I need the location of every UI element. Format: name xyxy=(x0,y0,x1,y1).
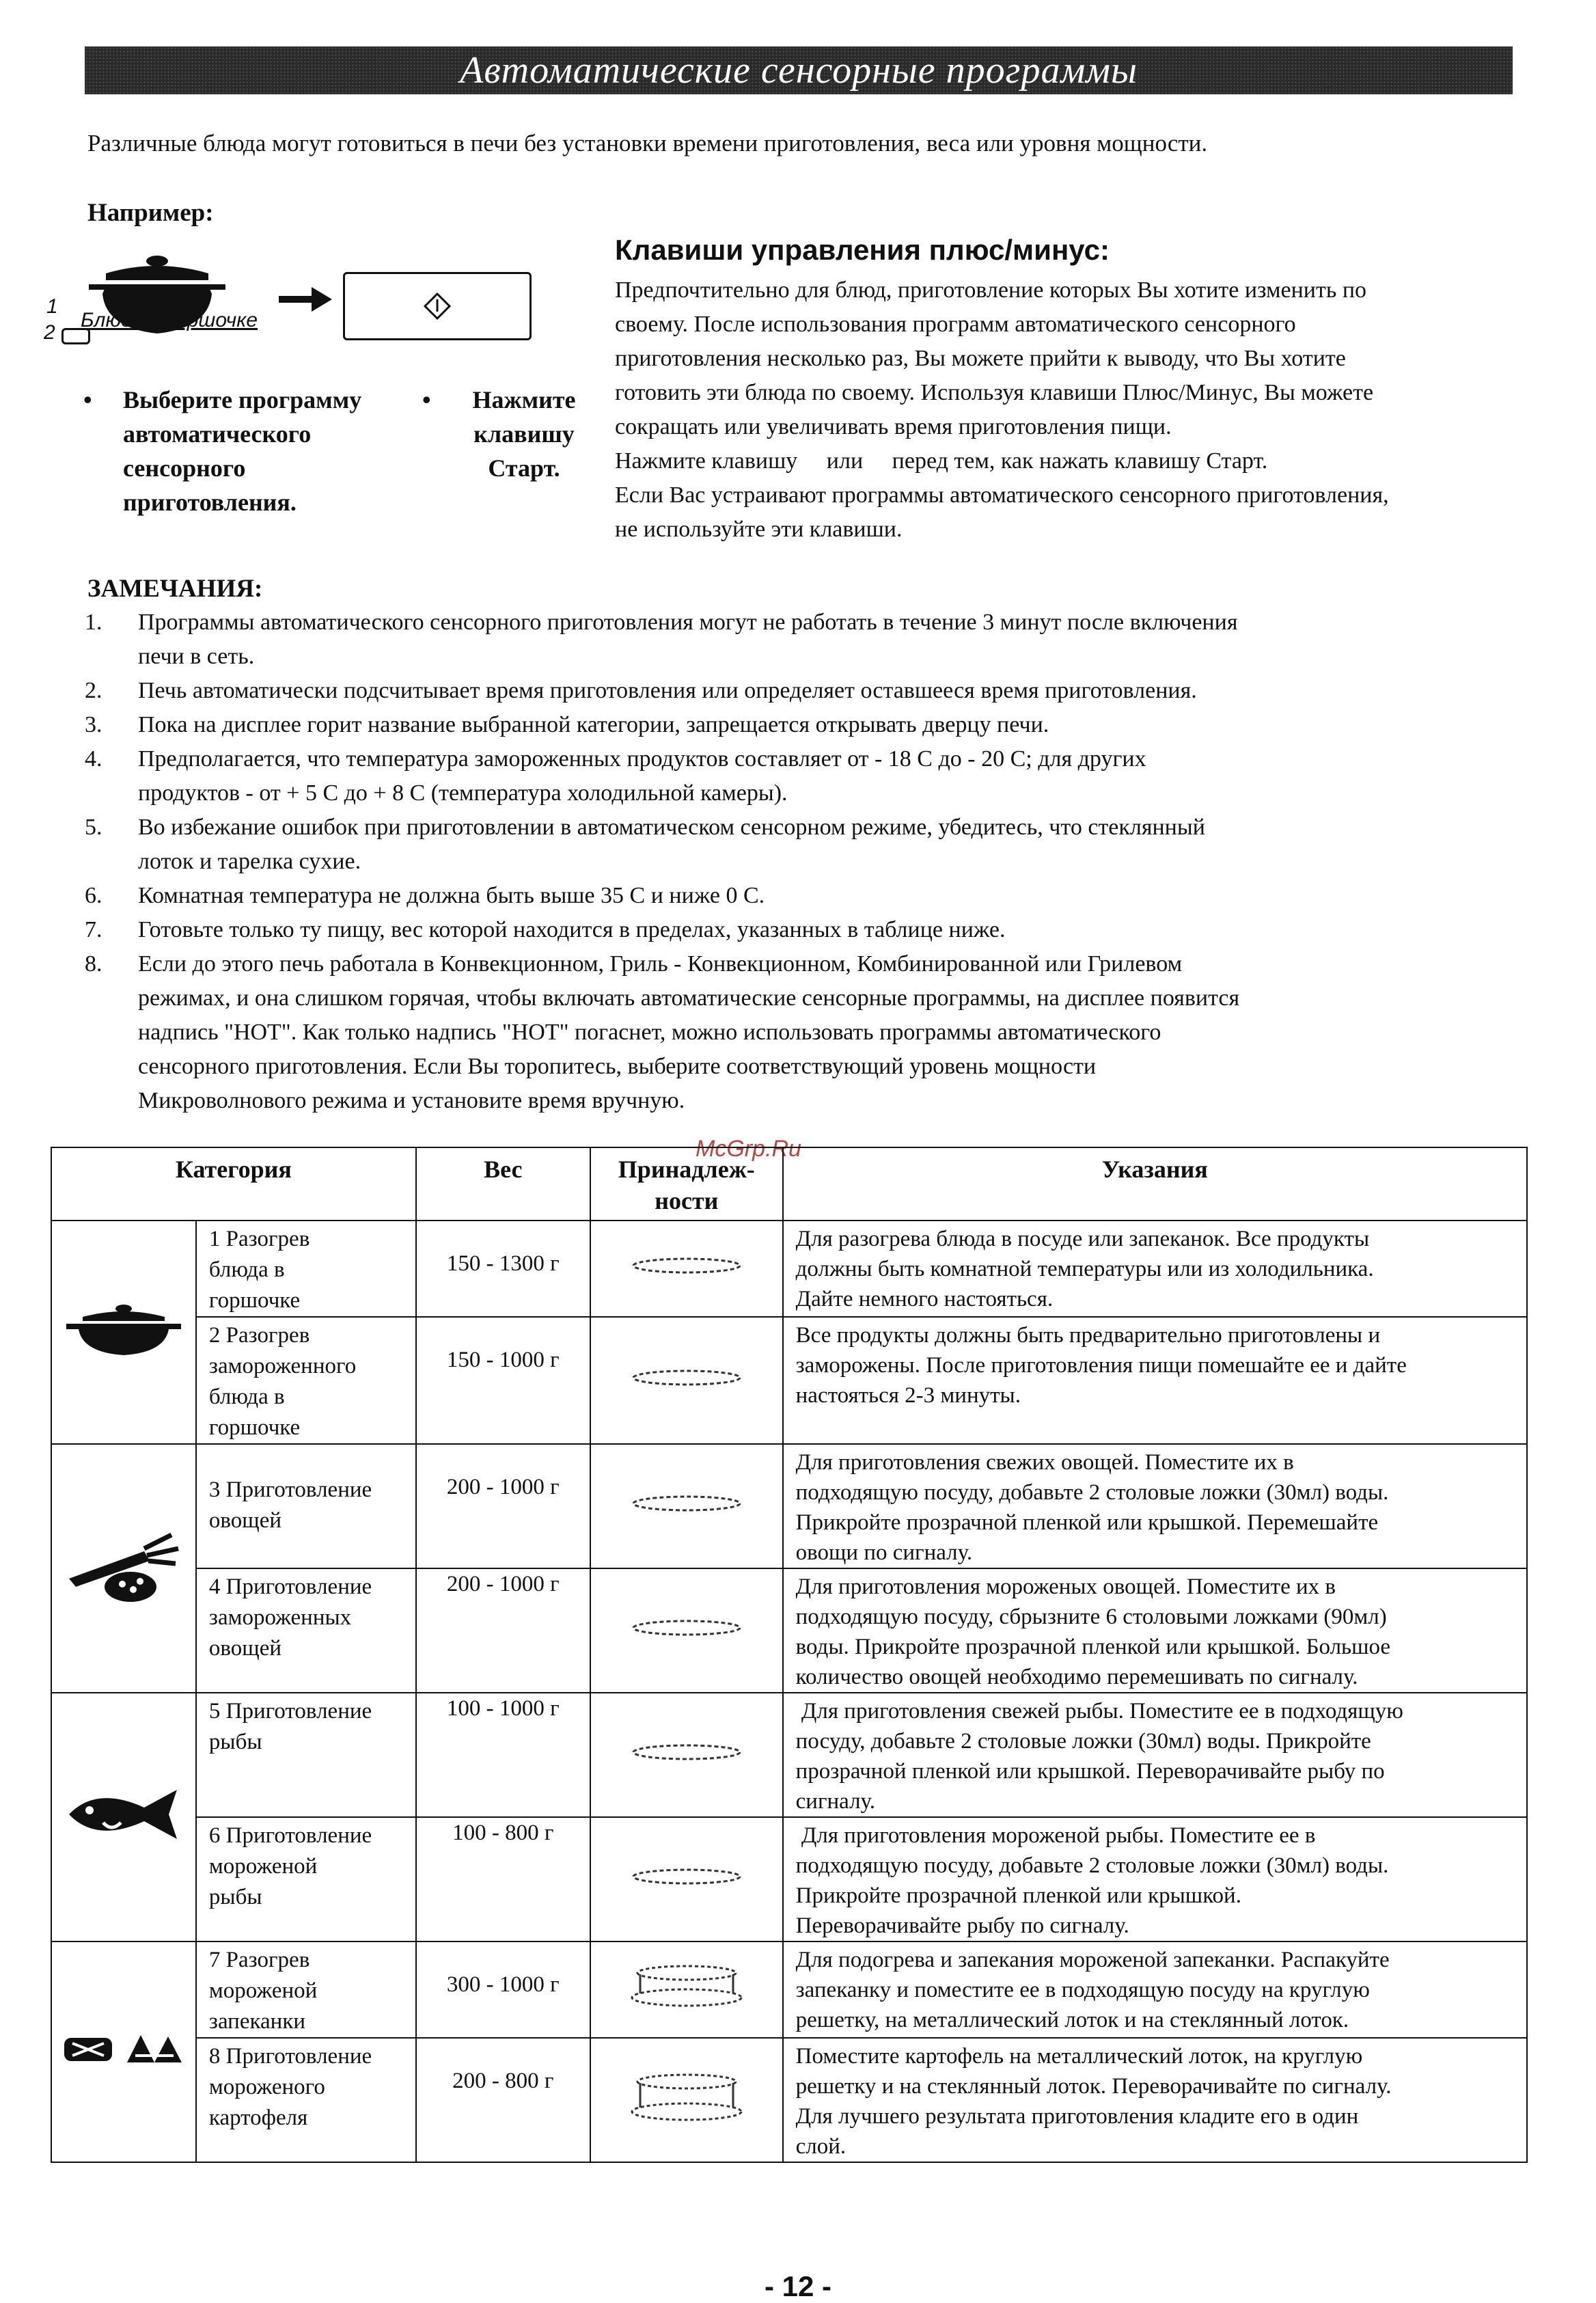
note-item xyxy=(85,605,1540,674)
note-item xyxy=(85,742,1540,810)
weight-cell: 100 - 800 г xyxy=(416,1817,590,1941)
example-steps xyxy=(79,383,598,526)
accessory-cell xyxy=(590,1941,783,2038)
instruction-line: запеканку и поместите ее в подходящую посуду на круглую xyxy=(795,1978,1370,2002)
step1-line: сенсорного xyxy=(123,454,246,482)
instruction-line: решетку и на стеклянный лоток. Переворачивайте по сигналу. xyxy=(795,2074,1392,2099)
plus-minus-line: приготовления несколько раз, Вы можете прийти к выводу, что Вы хотите xyxy=(615,346,1346,371)
rack-tray-icon xyxy=(625,1959,748,2014)
plus-minus-text xyxy=(615,273,1558,547)
instruction-line: посуду, добавьте 2 столовые ложки (30мл) воды. Прикройте xyxy=(795,1729,1371,1754)
instruction-line: Для приготовления мороженых овощей. Поместите их в xyxy=(795,1575,1336,1599)
category-name-line: мороженой xyxy=(208,1978,318,2003)
note-line: Во избежание ошибок при приготовлении в автоматическом сенсорном режиме, убедитесь, что стеклянный xyxy=(138,815,1205,840)
note-line: Микроволнового режима и установите время вручную. xyxy=(138,1088,685,1113)
instructions-cell xyxy=(783,1941,1527,2038)
category-name-line: блюда в xyxy=(208,1385,285,1409)
note-number: 7. xyxy=(85,917,102,942)
weight-cell: 150 - 1300 г xyxy=(416,1221,590,1317)
step1-text xyxy=(123,383,361,519)
instruction-line: подходящую посуду, сбрызните 6 столовыми ложками (90мл) xyxy=(795,1605,1387,1629)
glass-tray-icon xyxy=(625,1366,748,1389)
instruction-line: количество овощей необходимо перемешивать по сигналу. xyxy=(795,1665,1358,1689)
page-number: - 12 - xyxy=(764,2270,832,2302)
category-icon-cell xyxy=(51,1444,196,1693)
category-name: 3 Приготовление овощей xyxy=(196,1444,416,1568)
note-line: Программы автоматического сенсорного приготовления могут не работать в течение 3 минут после включения xyxy=(138,610,1238,635)
example-num-1: 1 xyxy=(46,295,58,318)
page-title: Автоматические сенсорные программы xyxy=(460,49,1138,92)
step1-bullet: • xyxy=(83,386,92,413)
header-weight: Вес xyxy=(416,1147,590,1221)
instruction-line: Дайте немного настояться. xyxy=(795,1287,1054,1311)
note-item xyxy=(85,674,1540,708)
note-item xyxy=(85,879,1540,913)
note-number: 6. xyxy=(85,883,102,908)
instruction-line: воды. Прикройте прозрачной пленкой или крышкой. Большое xyxy=(795,1635,1391,1659)
table-row xyxy=(51,1817,1527,1941)
instruction-line: Прикройте прозрачной пленкой или крышкой. xyxy=(795,1883,1241,1908)
instruction-line: Для подогрева и запекания мороженой запеканки. Распакуйте xyxy=(795,1948,1390,1972)
instructions-cell xyxy=(783,1444,1527,1568)
accessory-cell xyxy=(590,1444,783,1568)
notes-list xyxy=(85,605,1540,1118)
step2-line: Нажмите xyxy=(472,386,576,413)
weight-cell: 200 - 800 г xyxy=(416,2038,590,2162)
note-line: надпись "НОТ". Как только надпись "НОТ" погаснет, можно использовать программы автоматического xyxy=(138,1020,1161,1045)
step2-line: Старт. xyxy=(488,454,560,482)
instruction-line: сигналу. xyxy=(795,1789,875,1814)
category-name-line: замороженного xyxy=(208,1354,357,1378)
category-name-line: запеканки xyxy=(208,2009,306,2034)
table-row xyxy=(51,1568,1527,1693)
category-name-line: горшочке xyxy=(208,1288,301,1313)
category-name-line: овощей xyxy=(208,1508,281,1533)
note-line: Комнатная температура не должна быть выше 35 С и ниже 0 С. xyxy=(138,883,765,908)
instruction-line: Переворачивайте рыбу по сигналу. xyxy=(795,1913,1129,1938)
programs-table xyxy=(51,1147,1528,2163)
step2-text xyxy=(459,383,589,485)
weight-cell: 100 - 1000 г xyxy=(416,1693,590,1817)
table-row xyxy=(51,1444,1527,1568)
weight-cell: 150 - 1000 г xyxy=(416,1317,590,1444)
instruction-line: Для разогрева блюда в посуде или запеканок. Все продукты xyxy=(795,1227,1370,1251)
category-name: 4 Приготовление замороженных овощей xyxy=(196,1568,416,1693)
instruction-line: решетку, на металлический лоток и на стеклянный лоток. xyxy=(795,2008,1349,2032)
note-line: печи в сеть. xyxy=(138,644,255,669)
table-row xyxy=(51,2038,1527,2162)
instruction-line: овощи по сигналу. xyxy=(795,1540,973,1565)
note-line: сенсорного приготовления. Если Вы торопитесь, выберите соответствующий уровень мощности xyxy=(138,1054,1097,1079)
note-number: 8. xyxy=(85,951,102,977)
table-row xyxy=(51,1221,1527,1317)
accessory-cell xyxy=(590,2038,783,2162)
instruction-line: прозрачной пленкой или крышкой. Переворачивайте рыбу по xyxy=(795,1759,1385,1784)
table-row xyxy=(51,1693,1527,1817)
note-line: Если до этого печь работала в Конвекционном, Гриль - Конвекционном, Комбинированной или Грилевом xyxy=(138,951,1183,977)
header-instructions: Указания xyxy=(783,1147,1527,1221)
table-row xyxy=(51,1941,1527,2038)
accessory-cell xyxy=(590,1221,783,1317)
note-item xyxy=(85,947,1540,1118)
note-number: 5. xyxy=(85,815,102,840)
table-header-row xyxy=(51,1147,1527,1221)
pot-icon xyxy=(62,1302,185,1357)
plus-minus-title: Клавиши управления плюс/минус: xyxy=(615,234,1110,266)
category-icon-cell xyxy=(51,1941,196,2162)
step1-line: автоматического xyxy=(123,420,312,448)
accessory-cell xyxy=(590,1568,783,1693)
accessory-cell xyxy=(590,1693,783,1817)
instruction-line: Для приготовления свежей рыбы. Поместите ее в подходящую xyxy=(795,1699,1403,1723)
header-accessory xyxy=(590,1147,783,1221)
category-name-line: мороженой xyxy=(208,1854,318,1879)
vegetables-icon xyxy=(62,1528,185,1603)
category-name-line: замороженных xyxy=(208,1605,352,1630)
glass-tray-icon xyxy=(625,1741,748,1764)
instructions-cell xyxy=(783,1693,1527,1817)
plus-minus-line: Нажмите клавишу или перед тем, как нажать клавишу Старт. xyxy=(615,448,1268,474)
instruction-line: должны быть комнатной температуры или из холодильника. xyxy=(795,1257,1374,1281)
category-name-line: блюда в xyxy=(208,1257,285,1282)
note-line: Печь автоматически подсчитывает время приготовления или определяет оставшееся время приготовления. xyxy=(138,678,1197,703)
instruction-line: Для приготовления мороженой рыбы. Поместите ее в xyxy=(795,1823,1316,1848)
weight-cell: 200 - 1000 г xyxy=(416,1568,590,1693)
example-label: Например: xyxy=(87,199,214,227)
category-name-line: рыбы xyxy=(208,1730,262,1754)
note-number: 3. xyxy=(85,712,102,737)
instructions-cell xyxy=(783,1221,1527,1317)
category-name-line: рыбы xyxy=(208,1885,262,1909)
instruction-line: подходящую посуду, добавьте 2 столовые ложки (30мл) воды. xyxy=(795,1480,1389,1505)
intro-text: Различные блюда могут готовиться в печи без установки времени приготовления, веса или уровня мощности. xyxy=(87,130,1208,156)
note-line: режимах, и она слишком горячая, чтобы включать автоматические сенсорные программы, на дисплее появится xyxy=(138,985,1240,1011)
start-key[interactable] xyxy=(343,272,532,340)
instruction-line: Прикройте прозрачной пленкой или крышкой. Перемешайте xyxy=(795,1510,1379,1535)
frozen-food-icon xyxy=(59,2028,189,2069)
note-line: Готовьте только ту пищу, вес которой находится в пределах, указанных в таблице ниже. xyxy=(138,917,1006,942)
instruction-line: подходящую посуду, добавьте 2 столовые ложки (30мл) воды. xyxy=(795,1853,1389,1878)
accessory-cell xyxy=(590,1317,783,1444)
category-icon-cell xyxy=(51,1221,196,1444)
note-line: Предполагается, что температура замороженных продуктов составляет от - 18 С до - 20 С; для других xyxy=(138,746,1146,772)
category-name-line: картофеля xyxy=(208,2106,308,2130)
category-name: 7 Разогрев мороженой запеканки xyxy=(196,1941,416,2038)
rack-tray-icon xyxy=(625,2067,748,2128)
note-item xyxy=(85,810,1540,879)
instruction-line: Для приготовления свежих овощей. Поместите их в xyxy=(795,1450,1294,1475)
category-name: 1 Разогрев блюда в горшочке xyxy=(196,1221,416,1317)
weight-cell: 300 - 1000 г xyxy=(416,1941,590,2038)
note-line: Пока на дисплее горит название выбранной категории, запрещается открывать дверцу печи. xyxy=(138,712,1049,737)
watermark: McGrp.Ru xyxy=(696,1136,801,1162)
plus-minus-line: готовить эти блюда по своему. Используя клавиши Плюс/Минус, Вы можете xyxy=(615,380,1374,405)
note-line: продуктов - от + 5 С до + 8 С (температура холодильной камеры). xyxy=(138,780,788,806)
start-icon xyxy=(424,292,451,320)
instructions-cell xyxy=(783,1568,1527,1693)
note-item xyxy=(85,913,1540,947)
example-num-2: 2 xyxy=(44,321,55,344)
step2-bullet: • xyxy=(422,386,431,413)
arrow-right-icon xyxy=(279,286,333,313)
table-row xyxy=(51,1317,1527,1444)
instruction-line: заморожены. После приготовления пищи помешайте ее и дайте xyxy=(795,1353,1407,1378)
plus-minus-line: Предпочтительно для блюд, приготовление которых Вы хотите изменить по xyxy=(615,277,1367,303)
instructions-cell xyxy=(783,1817,1527,1941)
header-accessory-line: ности xyxy=(655,1187,719,1214)
plus-minus-line: сокращать или увеличивать время приготовления пищи. xyxy=(615,414,1172,439)
glass-tray-icon xyxy=(625,1865,748,1888)
header-category: Категория xyxy=(51,1147,416,1221)
fish-icon xyxy=(62,1780,185,1849)
category-name-line: овощей xyxy=(208,1636,281,1661)
category-name: 6 Приготовление мороженой рыбы xyxy=(196,1817,416,1941)
page-title-bar xyxy=(85,46,1513,94)
category-icon-cell xyxy=(51,1693,196,1941)
notes-title: ЗАМЕЧАНИЯ: xyxy=(87,575,263,603)
plus-minus-line: своему. После использования программ автоматического сенсорного xyxy=(615,312,1296,337)
note-number: 2. xyxy=(85,678,102,703)
note-number: 4. xyxy=(85,746,102,772)
dish-caption: Блюдо в горшочке xyxy=(81,309,258,331)
step2-line: клавишу xyxy=(473,420,575,448)
instruction-line: Для лучшего результата приготовления кладите его в один xyxy=(795,2104,1359,2129)
plus-minus-line: Если Вас устраивают программы автоматического сенсорного приготовления, xyxy=(615,482,1389,508)
instructions-cell xyxy=(783,2038,1527,2162)
category-name: 5 Приготовление рыбы xyxy=(196,1693,416,1817)
instruction-line: Все продукты должны быть предварительно приготовлены и xyxy=(795,1323,1381,1348)
note-item xyxy=(85,708,1540,742)
note-number: 1. xyxy=(85,610,102,635)
category-name-line: горшочке xyxy=(208,1415,301,1440)
weight-cell: 200 - 1000 г xyxy=(416,1444,590,1568)
header-accessory-line: Принадлеж- xyxy=(618,1156,755,1183)
step1-line: Выберите программу xyxy=(123,386,362,413)
instructions-cell xyxy=(783,1317,1527,1444)
instruction-line: Поместите картофель на металлический лоток, на круглую xyxy=(795,2044,1363,2069)
plus-minus-line: не используйте эти клавиши. xyxy=(615,517,903,542)
instruction-line: настояться 2-3 минуты. xyxy=(795,1383,1021,1408)
glass-tray-icon xyxy=(625,1616,748,1639)
instruction-line: слой. xyxy=(795,2134,847,2159)
glass-tray-icon xyxy=(625,1492,748,1515)
category-name-line: мороженого xyxy=(208,2075,325,2099)
category-name: 8 Приготовление мороженого картофеля xyxy=(196,2038,416,2162)
note-line: лоток и тарелка сухие. xyxy=(138,849,361,874)
category-name: 2 Разогрев замороженного блюда в горшочке xyxy=(196,1317,416,1444)
step1-line: приготовления. xyxy=(123,489,297,516)
glass-tray-icon xyxy=(625,1254,748,1277)
accessory-cell xyxy=(590,1817,783,1941)
